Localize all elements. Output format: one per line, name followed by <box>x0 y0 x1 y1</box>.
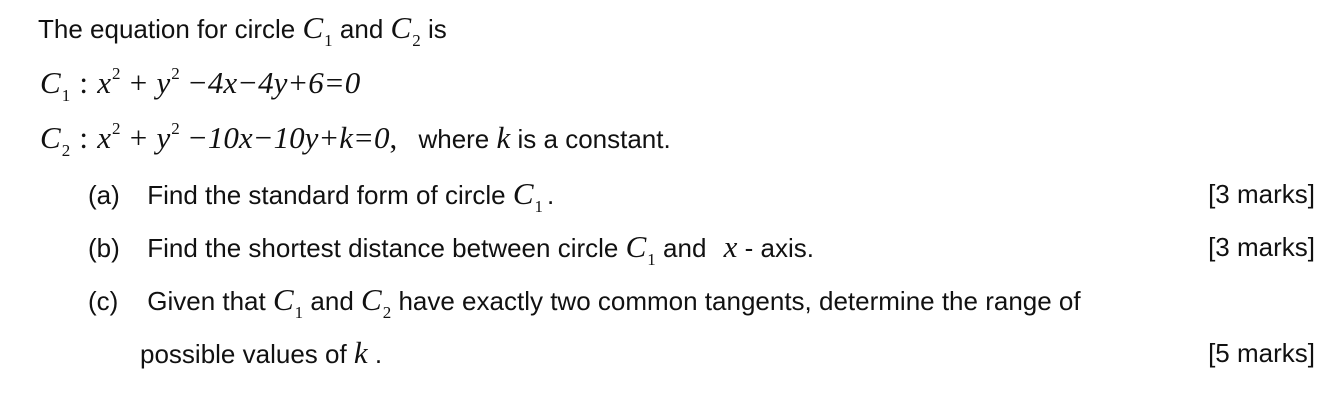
eq2-comma: , <box>389 120 398 155</box>
intro-text: The equation for circle <box>38 14 296 44</box>
part-b <box>88 230 814 269</box>
part-b-c1-symbol: $C_1$ <box>625 229 656 269</box>
eq2-x-power: 2 <box>112 119 121 138</box>
part-c-line1 <box>88 283 1081 322</box>
equation-c1 <box>40 66 360 105</box>
part-b-marks: [3 marks] <box>1208 232 1315 262</box>
part-b-tail: - axis. <box>744 233 814 263</box>
eq2-rest: −10x−10y+k=0 <box>187 120 390 155</box>
equation-c2 <box>40 121 671 160</box>
intro-is: is <box>427 14 447 44</box>
part-c-and: and <box>310 286 354 316</box>
part-c-marks: [5 marks] <box>1208 338 1315 368</box>
part-a-marks: [3 marks] <box>1208 179 1315 209</box>
part-a <box>88 177 554 216</box>
eq2-x: x <box>97 120 112 155</box>
part-c-k: k <box>353 335 368 370</box>
eq1-plus: + <box>129 65 148 100</box>
part-a-text: Find the standard form of circle <box>147 180 506 210</box>
part-a-c1-symbol: $C_1$ <box>512 176 544 216</box>
eq1-x-power: 2 <box>112 64 121 83</box>
eq2-k: k <box>496 120 511 155</box>
eq2-name: $C_2$ <box>40 120 71 160</box>
eq1-colon: : <box>79 65 89 100</box>
eq2-colon: : <box>79 120 89 155</box>
part-c-end: . <box>374 339 383 369</box>
circle-c2-symbol: $C_2$ <box>390 10 421 50</box>
part-b-label: (b) <box>88 233 120 263</box>
part-b-text: Find the shortest distance between circle <box>147 233 619 263</box>
part-c-line2-text: possible values of <box>140 339 347 369</box>
part-b-and: and <box>663 233 707 263</box>
part-c-label: (c) <box>88 286 119 316</box>
eq1-rest: −4x−4y+6=0 <box>187 65 361 100</box>
part-a-end: . <box>547 180 555 210</box>
part-c-c2-symbol: $C_2$ <box>361 282 392 322</box>
part-c-c1-symbol: $C_1$ <box>272 282 304 322</box>
eq1-y: y <box>156 65 171 100</box>
circle-c1-symbol: $C_1$ <box>302 10 333 50</box>
part-c-text2: have exactly two common tangents, determine the range of <box>398 286 1081 316</box>
eq1-x: x <box>97 65 112 100</box>
eq2-where: where <box>418 124 490 154</box>
part-b-x: x <box>723 229 738 264</box>
eq2-plus: + <box>129 120 148 155</box>
eq2-y-power: 2 <box>171 119 180 138</box>
intro-and: and <box>339 14 384 44</box>
part-a-label: (a) <box>88 180 120 210</box>
eq2-y: y <box>156 120 171 155</box>
part-c-text1: Given that <box>147 286 266 316</box>
intro-line <box>38 11 447 50</box>
eq1-name: $C_1$ <box>40 65 71 105</box>
eq1-y-power: 2 <box>171 64 180 83</box>
part-c-line2 <box>140 336 382 371</box>
eq2-tail: is a constant. <box>517 124 671 154</box>
